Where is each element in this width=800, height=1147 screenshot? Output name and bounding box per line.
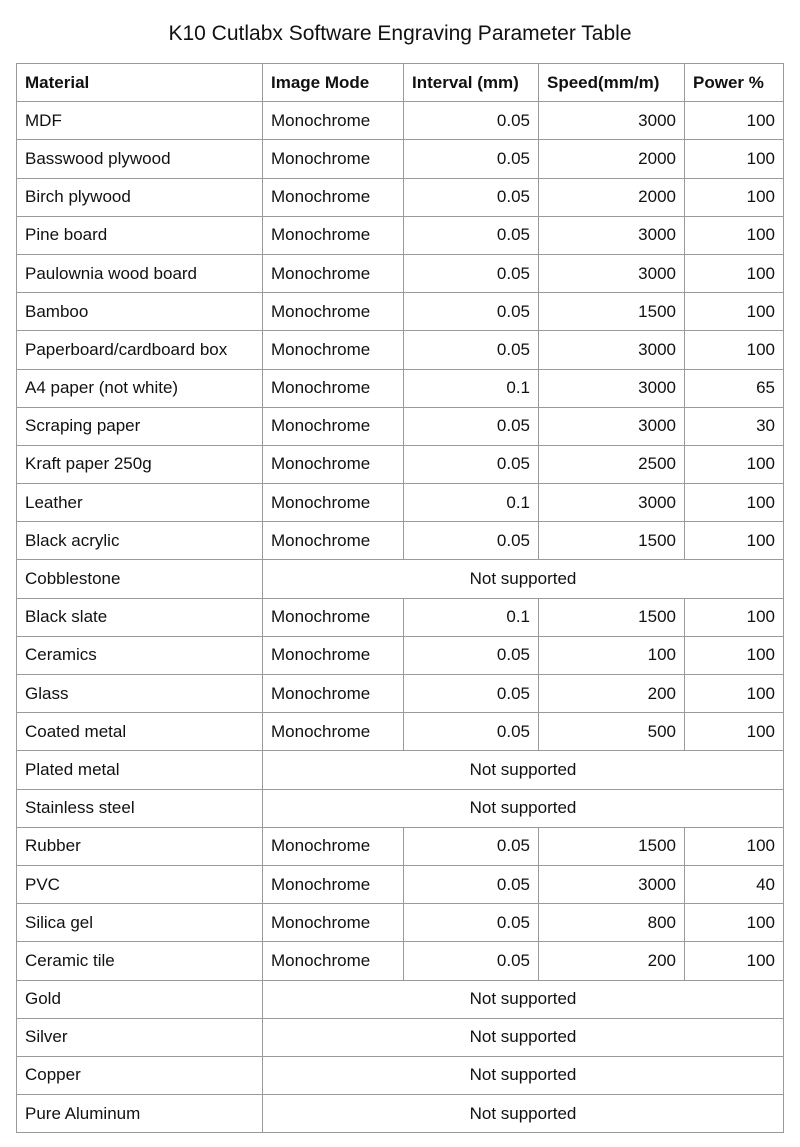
cell-speed: 3000 — [539, 484, 685, 522]
cell-speed: 2000 — [539, 140, 685, 178]
table-row — [17, 369, 784, 407]
cell-speed: 3000 — [539, 865, 685, 903]
table-row — [17, 522, 784, 560]
cell-speed: 800 — [539, 904, 685, 942]
cell-interval: 0.05 — [404, 522, 539, 560]
cell-material: Coated metal — [17, 713, 263, 751]
table-row — [17, 445, 784, 483]
cell-power: 100 — [685, 140, 784, 178]
cell-power: 100 — [685, 522, 784, 560]
cell-material: Bamboo — [17, 293, 263, 331]
cell-speed: 500 — [539, 713, 685, 751]
cell-material: Pine board — [17, 216, 263, 254]
cell-power: 65 — [685, 369, 784, 407]
table-row — [17, 713, 784, 751]
cell-interval: 0.05 — [404, 102, 539, 140]
cell-power: 100 — [685, 484, 784, 522]
cell-speed: 1500 — [539, 522, 685, 560]
cell-speed: 1500 — [539, 598, 685, 636]
table-row — [17, 140, 784, 178]
table-row — [17, 751, 784, 789]
cell-material: Glass — [17, 675, 263, 713]
cell-interval: 0.05 — [404, 445, 539, 483]
cell-power: 100 — [685, 445, 784, 483]
header-material: Material — [17, 64, 263, 102]
table-row — [17, 484, 784, 522]
cell-power: 100 — [685, 827, 784, 865]
cell-image-mode: Monochrome — [263, 178, 404, 216]
cell-interval: 0.05 — [404, 713, 539, 751]
table-row — [17, 331, 784, 369]
cell-speed: 3000 — [539, 254, 685, 292]
cell-interval: 0.05 — [404, 636, 539, 674]
cell-interval: 0.05 — [404, 140, 539, 178]
table-row — [17, 560, 784, 598]
cell-speed: 3000 — [539, 407, 685, 445]
table-body — [17, 102, 784, 1133]
cell-interval: 0.1 — [404, 484, 539, 522]
header-speed: Speed(mm/m) — [539, 64, 685, 102]
cell-material: Paulownia wood board — [17, 254, 263, 292]
cell-speed: 3000 — [539, 369, 685, 407]
cell-material: Birch plywood — [17, 178, 263, 216]
table-row — [17, 942, 784, 980]
cell-interval: 0.05 — [404, 407, 539, 445]
cell-material: Paperboard/cardboard box — [17, 331, 263, 369]
cell-power: 40 — [685, 865, 784, 903]
cell-interval: 0.05 — [404, 293, 539, 331]
cell-power: 100 — [685, 216, 784, 254]
cell-image-mode: Monochrome — [263, 865, 404, 903]
cell-material: Leather — [17, 484, 263, 522]
table-header — [17, 64, 784, 102]
cell-speed: 100 — [539, 636, 685, 674]
cell-power: 100 — [685, 942, 784, 980]
cell-power: 100 — [685, 102, 784, 140]
table-row — [17, 980, 784, 1018]
cell-material: Ceramic tile — [17, 942, 263, 980]
table-row — [17, 675, 784, 713]
cell-material: MDF — [17, 102, 263, 140]
table-row — [17, 636, 784, 674]
cell-not-supported: Not supported — [263, 751, 784, 789]
cell-not-supported: Not supported — [263, 980, 784, 1018]
cell-power: 100 — [685, 178, 784, 216]
cell-interval: 0.05 — [404, 904, 539, 942]
table-row — [17, 827, 784, 865]
table-row — [17, 904, 784, 942]
table-row — [17, 178, 784, 216]
cell-speed: 200 — [539, 675, 685, 713]
cell-image-mode: Monochrome — [263, 636, 404, 674]
cell-image-mode: Monochrome — [263, 445, 404, 483]
header-image-mode: Image Mode — [263, 64, 404, 102]
cell-image-mode: Monochrome — [263, 522, 404, 560]
cell-speed: 200 — [539, 942, 685, 980]
table-row — [17, 1095, 784, 1133]
cell-material: Ceramics — [17, 636, 263, 674]
table-row — [17, 216, 784, 254]
cell-speed: 1500 — [539, 293, 685, 331]
cell-image-mode: Monochrome — [263, 216, 404, 254]
cell-interval: 0.05 — [404, 331, 539, 369]
header-power: Power % — [685, 64, 784, 102]
cell-image-mode: Monochrome — [263, 369, 404, 407]
cell-interval: 0.05 — [404, 178, 539, 216]
table-row — [17, 1056, 784, 1094]
cell-power: 100 — [685, 254, 784, 292]
cell-power: 100 — [685, 904, 784, 942]
cell-interval: 0.05 — [404, 675, 539, 713]
cell-image-mode: Monochrome — [263, 484, 404, 522]
cell-power: 100 — [685, 636, 784, 674]
table-row — [17, 1018, 784, 1056]
table-row — [17, 407, 784, 445]
cell-image-mode: Monochrome — [263, 904, 404, 942]
cell-material: Plated metal — [17, 751, 263, 789]
cell-material: Pure Aluminum — [17, 1095, 263, 1133]
cell-material: Silica gel — [17, 904, 263, 942]
header-interval: Interval (mm) — [404, 64, 539, 102]
cell-image-mode: Monochrome — [263, 293, 404, 331]
cell-speed: 3000 — [539, 216, 685, 254]
cell-material: Stainless steel — [17, 789, 263, 827]
table-row — [17, 865, 784, 903]
cell-not-supported: Not supported — [263, 560, 784, 598]
cell-image-mode: Monochrome — [263, 407, 404, 445]
cell-image-mode: Monochrome — [263, 827, 404, 865]
cell-material: Gold — [17, 980, 263, 1018]
cell-power: 100 — [685, 293, 784, 331]
table-row — [17, 789, 784, 827]
cell-material: Cobblestone — [17, 560, 263, 598]
cell-power: 100 — [685, 598, 784, 636]
cell-speed: 2500 — [539, 445, 685, 483]
cell-not-supported: Not supported — [263, 789, 784, 827]
table-row — [17, 598, 784, 636]
cell-not-supported: Not supported — [263, 1095, 784, 1133]
cell-not-supported: Not supported — [263, 1056, 784, 1094]
cell-material: Black acrylic — [17, 522, 263, 560]
cell-interval: 0.05 — [404, 865, 539, 903]
cell-material: Silver — [17, 1018, 263, 1056]
cell-speed: 2000 — [539, 178, 685, 216]
cell-interval: 0.05 — [404, 254, 539, 292]
table-row — [17, 293, 784, 331]
cell-image-mode: Monochrome — [263, 713, 404, 751]
cell-power: 30 — [685, 407, 784, 445]
cell-not-supported: Not supported — [263, 1018, 784, 1056]
cell-material: Kraft paper 250g — [17, 445, 263, 483]
cell-image-mode: Monochrome — [263, 598, 404, 636]
table-row — [17, 102, 784, 140]
cell-material: Basswood plywood — [17, 140, 263, 178]
cell-material: Copper — [17, 1056, 263, 1094]
cell-power: 100 — [685, 675, 784, 713]
cell-image-mode: Monochrome — [263, 140, 404, 178]
parameter-table — [16, 63, 784, 1133]
cell-image-mode: Monochrome — [263, 675, 404, 713]
cell-image-mode: Monochrome — [263, 102, 404, 140]
cell-interval: 0.1 — [404, 369, 539, 407]
cell-material: Scraping paper — [17, 407, 263, 445]
cell-interval: 0.05 — [404, 216, 539, 254]
cell-interval: 0.05 — [404, 827, 539, 865]
cell-power: 100 — [685, 713, 784, 751]
page-title: K10 Cutlabx Software Engraving Parameter Table — [168, 22, 632, 45]
cell-material: A4 paper (not white) — [17, 369, 263, 407]
cell-image-mode: Monochrome — [263, 942, 404, 980]
cell-interval: 0.1 — [404, 598, 539, 636]
cell-image-mode: Monochrome — [263, 254, 404, 292]
header-row — [17, 64, 784, 102]
cell-material: Black slate — [17, 598, 263, 636]
cell-interval: 0.05 — [404, 942, 539, 980]
cell-speed: 3000 — [539, 102, 685, 140]
cell-power: 100 — [685, 331, 784, 369]
cell-speed: 1500 — [539, 827, 685, 865]
cell-speed: 3000 — [539, 331, 685, 369]
cell-material: Rubber — [17, 827, 263, 865]
cell-material: PVC — [17, 865, 263, 903]
table-row — [17, 254, 784, 292]
cell-image-mode: Monochrome — [263, 331, 404, 369]
